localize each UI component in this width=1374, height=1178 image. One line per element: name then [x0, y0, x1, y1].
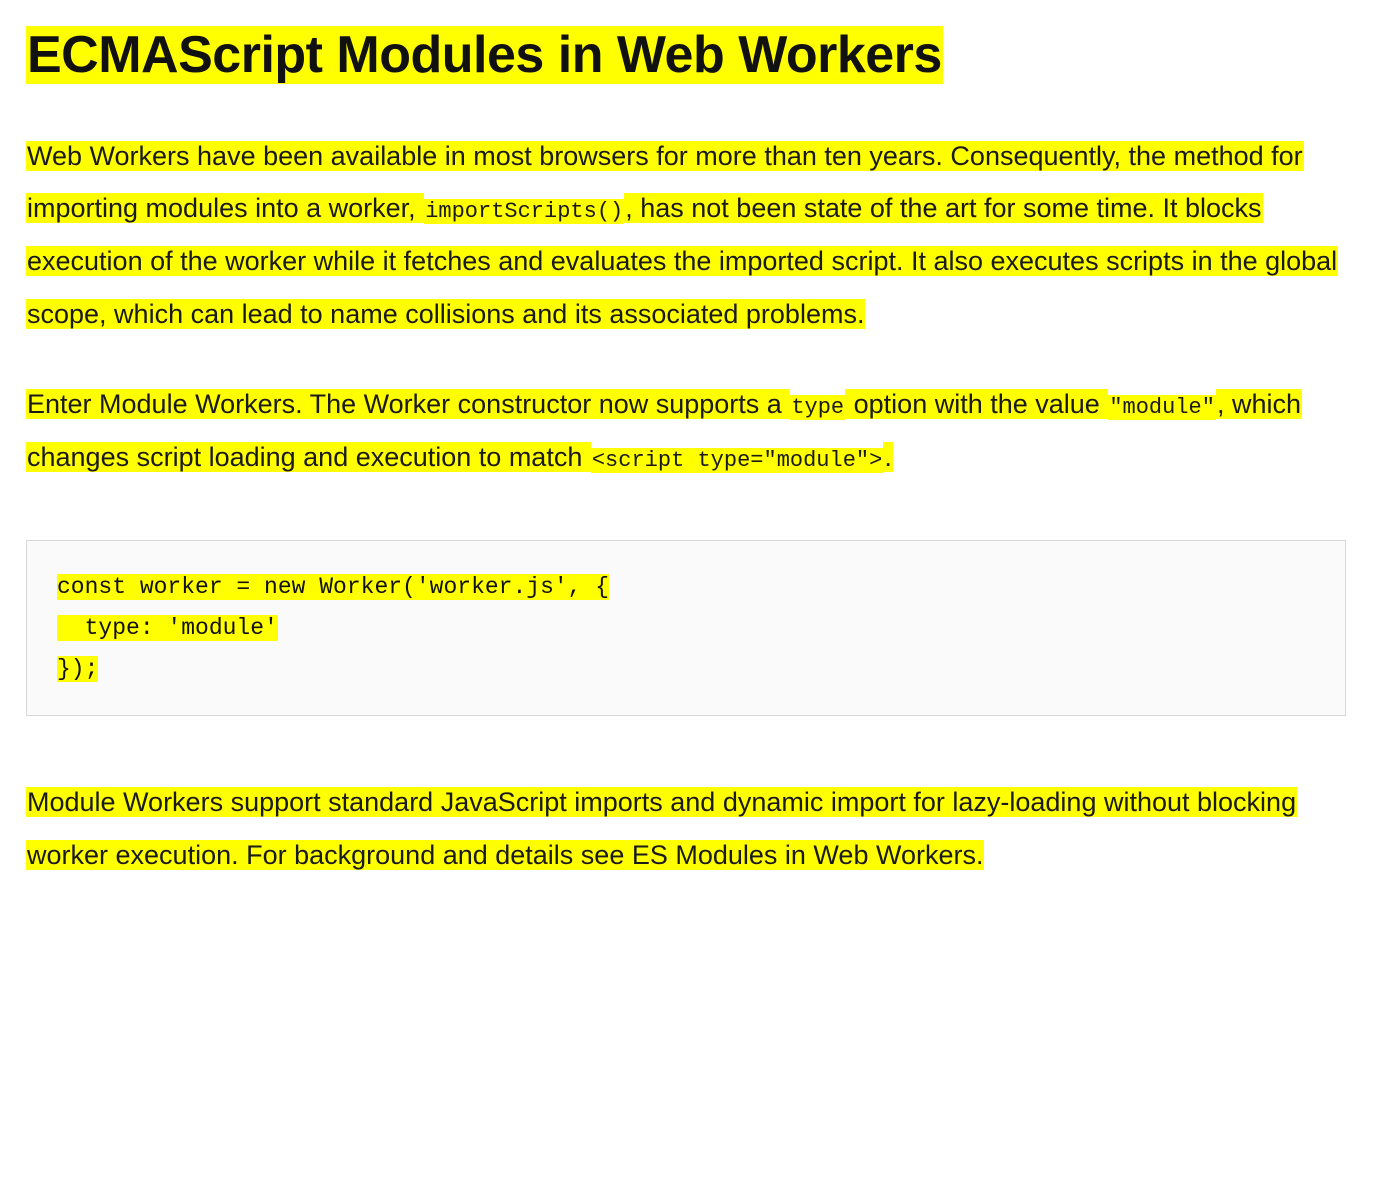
paragraph-intro-part-1: Web Workers have been available in most browsers for more than ten years. Consequently, the method for importing modules into a worker, — [27, 140, 1303, 224]
inline-code-script-type-module: <script type="module"> — [591, 448, 883, 473]
paragraph-module-workers — [26, 378, 1346, 483]
code-block — [26, 540, 1346, 717]
page-title-text: ECMAScript Modules in Web Workers — [27, 26, 942, 84]
code-line — [57, 649, 1315, 690]
paragraph-module-workers-part-1: Enter Module Workers. The Worker constructor now supports a — [27, 389, 790, 420]
inline-code-type: type — [791, 395, 845, 421]
paragraph-module-workers-part-2: option with the value — [846, 389, 1108, 420]
paragraph-closing — [26, 776, 1346, 881]
inline-code-importscripts: importScripts() — [425, 199, 624, 225]
code-line-text: const worker = new Worker('worker.js', { — [57, 573, 610, 600]
paragraph-intro-part-2: , has not been state of the art for some time. It blocks execution of the worker while it fetches and evaluates the imported script. It also executes scripts in the global scope, which can lead to name collisions and its associated problems. — [27, 193, 1338, 329]
paragraph-closing-text: Module Workers support standard JavaScript imports and dynamic import for lazy-loading without blocking worker execution. For background and details see ES Modules in Web Workers. — [27, 787, 1297, 871]
paragraph-module-workers-part-4: . — [884, 442, 892, 472]
code-line-text: }); — [57, 655, 99, 682]
paragraph-module-workers-part-3: , which changes script loading and execution to match — [27, 389, 1301, 472]
code-line — [57, 567, 1315, 608]
paragraph-intro — [26, 130, 1346, 341]
code-line — [57, 608, 1315, 649]
inline-code-module-value: "module" — [1109, 395, 1215, 421]
page-title — [26, 26, 1346, 86]
code-line-text: type: 'module' — [57, 614, 278, 641]
code-block-content — [57, 567, 1315, 690]
